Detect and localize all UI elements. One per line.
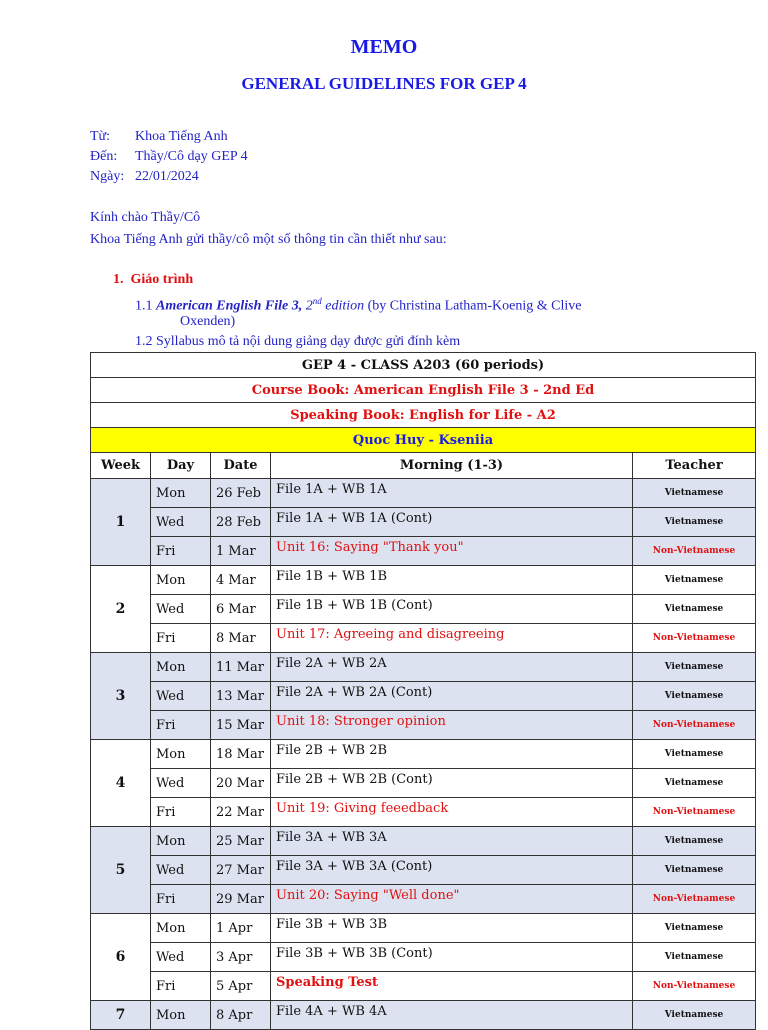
col-date: Date: [211, 453, 271, 479]
week-number: 4: [91, 740, 151, 827]
lesson-cell: Unit 18: Stronger opinion: [271, 711, 633, 740]
lesson-cell: Unit 17: Agreeing and disagreeing: [271, 624, 633, 653]
table-row: [91, 711, 756, 740]
lesson-cell: File 1A + WB 1A (Cont): [271, 508, 633, 537]
edition-number: 2: [305, 298, 313, 314]
day-cell: Mon: [151, 740, 211, 769]
teacher-cell: Vietnamese: [633, 943, 756, 972]
speaking-book: Speaking Book: English for Life - A2: [91, 403, 756, 428]
book-authors: (by Christina Latham-Koenig & Clive: [364, 298, 582, 314]
date-cell: 15 Mar: [211, 711, 271, 740]
date-cell: 11 Mar: [211, 653, 271, 682]
teacher-cell: Vietnamese: [633, 827, 756, 856]
table-row: [91, 827, 756, 856]
lesson-cell: Unit 19: Giving feeedback: [271, 798, 633, 827]
table-row: [91, 682, 756, 711]
teacher-cell: Vietnamese: [633, 740, 756, 769]
date-cell: 20 Mar: [211, 769, 271, 798]
date-cell: 18 Mar: [211, 740, 271, 769]
class-title: GEP 4 - CLASS A203 (60 periods): [91, 353, 756, 378]
table-row: [91, 769, 756, 798]
week-number: 7: [91, 1001, 151, 1030]
lesson-cell: File 2B + WB 2B: [271, 740, 633, 769]
table-row: [91, 885, 756, 914]
table-row: [91, 508, 756, 537]
teacher-cell: Non-Vietnamese: [633, 624, 756, 653]
col-week: Week: [91, 453, 151, 479]
day-cell: Wed: [151, 769, 211, 798]
date-cell: 28 Feb: [211, 508, 271, 537]
table-row: [91, 914, 756, 943]
day-cell: Fri: [151, 972, 211, 1001]
table-row: [91, 943, 756, 972]
from-value: Khoa Tiếng Anh: [135, 129, 228, 144]
col-teacher: Teacher: [633, 453, 756, 479]
document-subtitle: GENERAL GUIDELINES FOR GEP 4: [241, 74, 527, 93]
section-1-title: Giáo trình: [130, 272, 194, 287]
lesson-cell: File 4A + WB 4A: [271, 1001, 633, 1030]
lesson-cell: File 1A + WB 1A: [271, 479, 633, 508]
table-row: [91, 624, 756, 653]
week-number: 6: [91, 914, 151, 1001]
to-label: Đến:: [90, 149, 118, 164]
lesson-cell: File 2A + WB 2A: [271, 653, 633, 682]
memo-title: MEMO: [350, 36, 418, 58]
lesson-cell: File 3B + WB 3B (Cont): [271, 943, 633, 972]
day-cell: Mon: [151, 653, 211, 682]
item-1-prefix: 1.1: [135, 298, 156, 314]
table-row: [91, 595, 756, 624]
from-label: Từ:: [90, 129, 111, 144]
col-morning: Morning (1-3): [271, 453, 633, 479]
date-cell: 25 Mar: [211, 827, 271, 856]
table-row: [91, 479, 756, 508]
week-number: 3: [91, 653, 151, 740]
table-row: [91, 1001, 756, 1030]
table-row: [91, 653, 756, 682]
table-row: [91, 566, 756, 595]
edition-suffix: nd: [312, 296, 322, 306]
teacher-cell: Vietnamese: [633, 1001, 756, 1030]
date-cell: 1 Mar: [211, 537, 271, 566]
day-cell: Wed: [151, 595, 211, 624]
teacher-cell: Vietnamese: [633, 566, 756, 595]
week-number: 1: [91, 479, 151, 566]
teacher-cell: Vietnamese: [633, 508, 756, 537]
date-cell: 27 Mar: [211, 856, 271, 885]
book-title: American English File 3,: [156, 298, 306, 314]
to-value: Thầy/Cô dạy GEP 4: [135, 149, 248, 164]
teacher-cell: Vietnamese: [633, 653, 756, 682]
day-cell: Fri: [151, 885, 211, 914]
lesson-cell: File 3A + WB 3A (Cont): [271, 856, 633, 885]
day-cell: Wed: [151, 508, 211, 537]
lesson-cell: File 3A + WB 3A: [271, 827, 633, 856]
date-cell: 1 Apr: [211, 914, 271, 943]
teacher-cell: Non-Vietnamese: [633, 711, 756, 740]
day-cell: Mon: [151, 1001, 211, 1030]
date-cell: 4 Mar: [211, 566, 271, 595]
table-row: [91, 740, 756, 769]
col-day: Day: [151, 453, 211, 479]
teacher-cell: Vietnamese: [633, 682, 756, 711]
lesson-cell: Speaking Test: [271, 972, 633, 1001]
from-line: [90, 127, 228, 147]
day-cell: Wed: [151, 682, 211, 711]
day-cell: Fri: [151, 537, 211, 566]
day-cell: Fri: [151, 711, 211, 740]
section-1-item-2: 1.2 Syllabus mô tả nội dung giảng dạy được gửi đính kèm: [135, 334, 461, 349]
lesson-cell: File 1B + WB 1B: [271, 566, 633, 595]
date-cell: 8 Mar: [211, 624, 271, 653]
table-row: [91, 537, 756, 566]
teacher-cell: Vietnamese: [633, 595, 756, 624]
schedule-table: [90, 352, 756, 1030]
date-cell: 29 Mar: [211, 885, 271, 914]
date-cell: 13 Mar: [211, 682, 271, 711]
teacher-cell: Vietnamese: [633, 856, 756, 885]
edition-word: edition: [321, 298, 365, 314]
date-cell: 3 Apr: [211, 943, 271, 972]
lesson-cell: File 1B + WB 1B (Cont): [271, 595, 633, 624]
date-line: [90, 167, 199, 187]
day-cell: Mon: [151, 914, 211, 943]
course-book: Course Book: American English File 3 - 2nd Ed: [91, 378, 756, 403]
teacher-names: Quoc Huy - Kseniia: [91, 428, 756, 453]
teacher-cell: Non-Vietnamese: [633, 798, 756, 827]
week-number: 5: [91, 827, 151, 914]
day-cell: Wed: [151, 856, 211, 885]
intro-text: Khoa Tiếng Anh gửi thầy/cô một số thông tin cần thiết như sau:: [90, 232, 447, 247]
table-row: [91, 972, 756, 1001]
day-cell: Mon: [151, 566, 211, 595]
teacher-cell: Vietnamese: [633, 914, 756, 943]
column-header-row: [91, 453, 756, 479]
table-row: [91, 798, 756, 827]
lesson-cell: File 3B + WB 3B: [271, 914, 633, 943]
date-cell: 6 Mar: [211, 595, 271, 624]
date-value: 22/01/2024: [135, 169, 199, 184]
lesson-cell: File 2A + WB 2A (Cont): [271, 682, 633, 711]
day-cell: Mon: [151, 479, 211, 508]
section-1-heading: [113, 270, 193, 290]
day-cell: Wed: [151, 943, 211, 972]
to-line: [90, 147, 248, 167]
date-label: Ngày:: [90, 169, 125, 184]
day-cell: Fri: [151, 624, 211, 653]
table-row: [91, 856, 756, 885]
greeting: Kính chào Thầy/Cô: [90, 210, 201, 225]
teacher-cell: Vietnamese: [633, 479, 756, 508]
book-authors-cont: Oxenden): [180, 314, 236, 329]
lesson-cell: File 2B + WB 2B (Cont): [271, 769, 633, 798]
week-number: 2: [91, 566, 151, 653]
teacher-cell: Non-Vietnamese: [633, 885, 756, 914]
date-cell: 5 Apr: [211, 972, 271, 1001]
teacher-cell: Non-Vietnamese: [633, 537, 756, 566]
lesson-cell: Unit 16: Saying "Thank you": [271, 537, 633, 566]
lesson-cell: Unit 20: Saying "Well done": [271, 885, 633, 914]
teacher-cell: Vietnamese: [633, 769, 756, 798]
section-1-number: 1.: [113, 272, 124, 287]
day-cell: Fri: [151, 798, 211, 827]
day-cell: Mon: [151, 827, 211, 856]
date-cell: 8 Apr: [211, 1001, 271, 1030]
date-cell: 22 Mar: [211, 798, 271, 827]
date-cell: 26 Feb: [211, 479, 271, 508]
teacher-cell: Non-Vietnamese: [633, 972, 756, 1001]
